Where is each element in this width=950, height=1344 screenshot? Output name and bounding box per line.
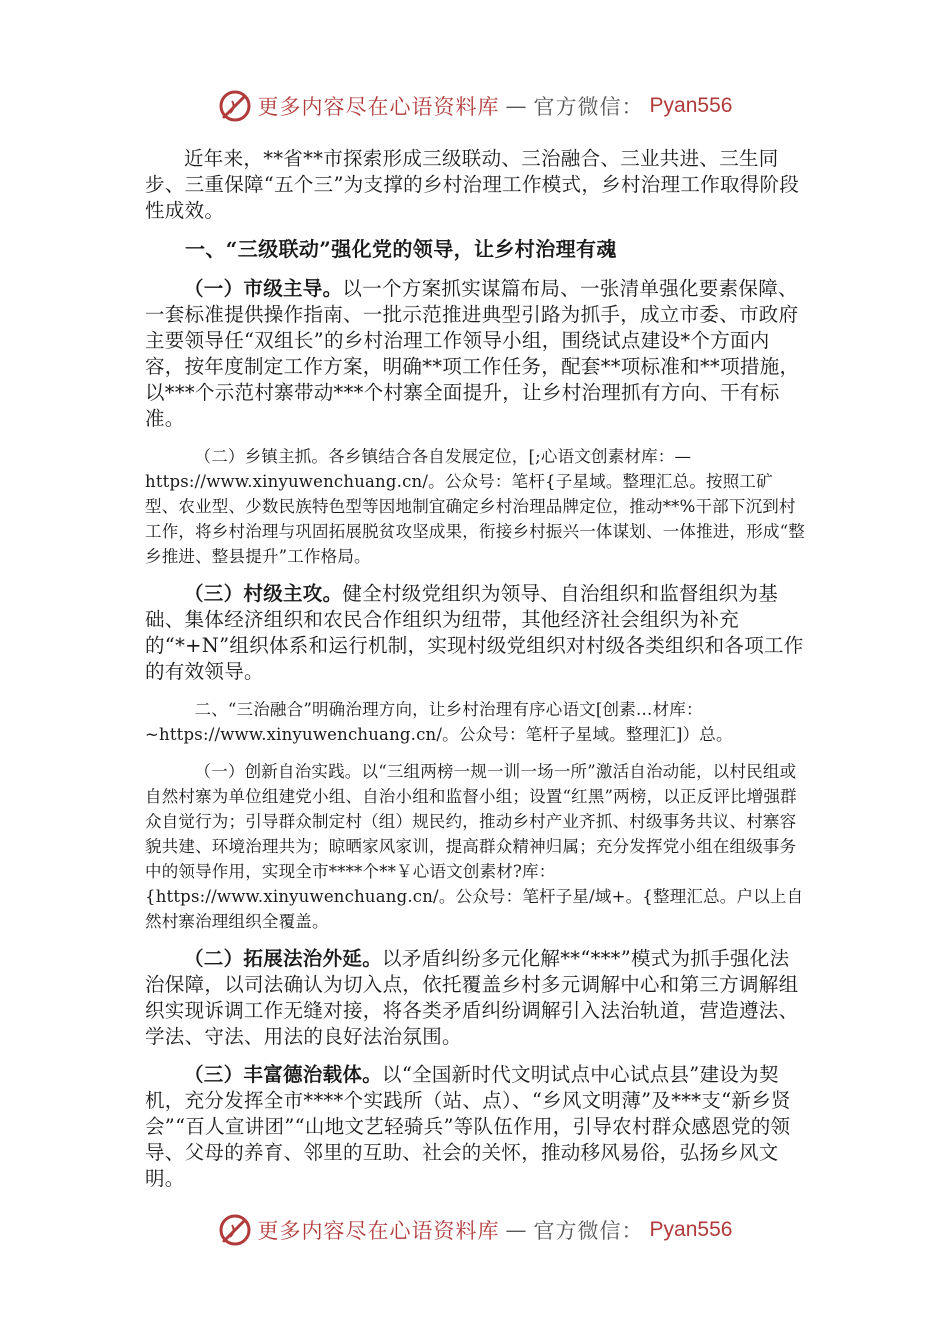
intro-paragraph: 近年来，**省**市探索形成三级联动、三治融合、三业共进、三生同步、三重保障“五个三”为支撑的乡村治理工作模式，乡村治理工作取得阶段性成效。 [145, 147, 800, 222]
banner-contact-id: Pyan556 [649, 1218, 733, 1241]
section1-item1-title: （一）市级主导。 [184, 277, 343, 300]
banner-brand-text: 更多内容尽在心语资料库 [257, 1219, 500, 1243]
header-banner [0, 86, 950, 126]
brush-logo-icon [218, 1213, 252, 1247]
section2-item2-body: 以矛盾纠纷多元化解**“***”模式为抓手强化法治保障，以司法确认为切入点，依托覆盖乡村多元调解中心和第三方调解组织实现诉调工作无缝对接，将各类矛盾纠纷调解引入法治轨道，营造遵法、学法、守法、用法的良好法治氛围。 [145, 947, 799, 1048]
section1-item3-title: （三）村级主攻。 [184, 582, 343, 605]
document-body [145, 146, 805, 1204]
section2-item1: （一）创新自治实践。以“三组两榜一规一训一场一所”激活自治动能，以村民组或自然村寨为单位组建党小组、自治小组和监督小组；设置“红黑”两榜，以正反评比增强群众自觉行为；引导群众制定村（组）规民约，推动乡村产业齐抓、村级事务共议、村寨容貌共建、环境治理共为；晾晒家风家训，提高群众精神归属；充分发挥党小组在组级事务中的领导作用，实现全市****个**￥心语文创素材?库：{https://www.xinyuwenchuang.cn/。公众号：笔杆子星/域+。{整理汇总。户以上自然村寨治理组织全覆盖。 [145, 762, 804, 931]
banner-contact-id: Pyan556 [649, 94, 733, 117]
banner-contact-label: 官方微信： [533, 1219, 644, 1243]
section1-item1-body: 以一个方案抓实谋篇布局、一张清单强化要素保障、一套标准提供操作指南、一批示范推进典型引路为抓手，成立市委、市政府主要领导任“双组长”的乡村治理工作领导小组，围绕试点建设*个方面内容，按年度制定工作方案，明确**项工作任务，配套**项标准和**项措施，以***个示范村寨带动***个村寨全面提升，让乡村治理抓有方向、干有标准。 [145, 277, 800, 430]
banner-brand-text: 更多内容尽在心语资料库 [257, 95, 500, 119]
banner-contact-label: 官方微信： [533, 95, 644, 119]
section1-item3 [145, 581, 805, 685]
brush-logo-icon [218, 89, 252, 123]
banner-separator: — [505, 94, 528, 118]
footer-banner [0, 1210, 950, 1250]
section2-heading: 二、“三治融合”明确治理方向，让乡村治理有序心语文[创素…材库：~https://www.xinyuwenchuang.cn/。公众号：笔杆子星域。整理汇]）总。 [145, 700, 733, 744]
banner-separator: — [505, 1218, 528, 1242]
section2-item3-title: （三）丰富德治载体。 [184, 1063, 383, 1086]
section1-item1 [145, 276, 805, 432]
section2-item3-body: 以“全国新时代文明试点中心试点县”建设为契机，充分发挥全市****个实践所（站、点）、“乡风文明薄”及***支“新乡贤会”“百人宣讲团”“山地文艺轻骑兵”等队伍作用，引导农村群众感恩党的领导、父母的养育、邻里的互助、社会的关怀，推动移风易俗，弘扬乡风文明。 [145, 1063, 791, 1190]
section1-item3-body: 健全村级党组织为领导、自治组织和监督组织为基础、集体经济组织和农民合作组织为纽带，其他经济社会组织为补充的“*+N”组织体系和运行机制，实现村级党组织对村级各类组织和各项工作的有效领导。 [145, 582, 804, 683]
section1-heading: 一、“三级联动”强化党的领导，让乡村治理有魂 [185, 237, 617, 261]
section1-item2: （二）乡镇主抓。各乡镇结合各自发展定位，[;心语文创素材库：—https://www.xinyuwenchuang.cn/。公众号：笔杆{子星域。整理汇总。按照工矿型、农业型、少数民族特色型等因地制宜确定乡村治理品牌定位，推动**%干部下沉到村工作，将乡村治理与巩固拓展脱贫攻坚成果，衔接乡村振兴一体谋划、一体推进，形成“整乡推进、整县提升”工作格局。 [145, 447, 805, 566]
section2-item2-title: （二）拓展法治外延。 [184, 947, 383, 970]
section2-item3 [145, 1062, 805, 1192]
section2-item2 [145, 946, 805, 1050]
